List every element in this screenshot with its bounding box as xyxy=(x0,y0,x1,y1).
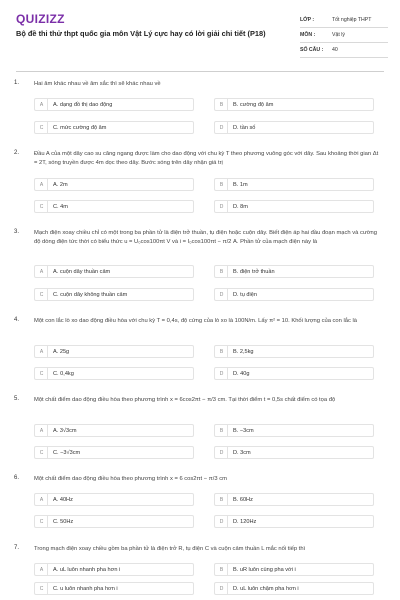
quizizz-logo[interactable]: QUIZIZZ xyxy=(16,12,65,26)
quiz-header xyxy=(0,0,400,70)
option-a[interactable] xyxy=(34,493,194,506)
option-letter: D xyxy=(216,516,228,527)
option-label: A. 25g xyxy=(53,348,70,355)
option-label: D. uL luôn chậm pha hơn i xyxy=(233,585,299,592)
option-letter: D xyxy=(216,289,228,300)
option-letter: B xyxy=(216,494,228,505)
option-d[interactable] xyxy=(214,515,374,528)
option-a[interactable] xyxy=(34,345,194,358)
option-label: A. 2m xyxy=(53,181,68,188)
option-label: D. tần số xyxy=(233,124,256,131)
meta-key-count: SỐ CÂU : xyxy=(300,47,324,53)
option-label: D. 3cm xyxy=(233,449,251,456)
option-c[interactable] xyxy=(34,288,194,301)
option-c[interactable] xyxy=(34,367,194,380)
option-letter: A xyxy=(36,266,48,277)
option-label: B. 1m xyxy=(233,181,248,188)
meta-value-class: Tốt nghiệp THPT xyxy=(332,17,372,23)
question-number: 7. xyxy=(14,545,20,551)
option-letter: A xyxy=(36,425,48,436)
option-b[interactable] xyxy=(214,265,374,278)
header-divider xyxy=(16,71,384,72)
option-label: D. 120Hz xyxy=(233,518,257,525)
option-d[interactable] xyxy=(214,446,374,459)
option-letter: D xyxy=(216,122,228,133)
option-label: C. u luôn nhanh pha hơn i xyxy=(53,585,118,592)
option-letter: A xyxy=(36,99,48,110)
option-letter: C xyxy=(36,368,48,379)
question-text: Một con lắc lò xo dao động điều hòa với chu kỳ T = 0,4s, độ cứng của lò xo là 100N/m. Lấy π² = 10. Khối lượng của con lắc là xyxy=(34,318,358,324)
option-label: C. −3√3cm xyxy=(53,449,81,456)
option-label: B. cường độ âm xyxy=(233,101,274,108)
option-letter: D xyxy=(216,368,228,379)
option-letter: D xyxy=(216,201,228,212)
option-c[interactable] xyxy=(34,121,194,134)
option-letter: B xyxy=(216,179,228,190)
option-label: B. uR luôn cùng pha với i xyxy=(233,566,296,573)
option-letter: C xyxy=(36,583,48,594)
option-b[interactable] xyxy=(214,178,374,191)
option-d[interactable] xyxy=(214,200,374,213)
meta-row-subject xyxy=(300,28,388,43)
option-letter: B xyxy=(216,266,228,277)
option-c[interactable] xyxy=(34,515,194,528)
question-number: 4. xyxy=(14,317,20,323)
option-letter: B xyxy=(216,564,228,575)
option-d[interactable] xyxy=(214,582,374,595)
option-d[interactable] xyxy=(214,288,374,301)
option-d[interactable] xyxy=(214,367,374,380)
question-text: Hai âm khác nhau về âm sắc thì sẽ khác nhau về xyxy=(34,81,161,87)
meta-value-count: 40 xyxy=(332,47,338,53)
option-a[interactable] xyxy=(34,265,194,278)
option-letter: A xyxy=(36,564,48,575)
option-b[interactable] xyxy=(214,563,374,576)
option-c[interactable] xyxy=(34,446,194,459)
option-label: D. 8m xyxy=(233,203,248,210)
option-letter: C xyxy=(36,289,48,300)
option-a[interactable] xyxy=(34,563,194,576)
option-b[interactable] xyxy=(214,345,374,358)
option-label: B. 2,5kg xyxy=(233,348,254,355)
option-label: C. 4m xyxy=(53,203,68,210)
option-label: A. cuộn dây thuần cảm xyxy=(53,268,111,275)
option-label: C. 0,4kg xyxy=(53,370,74,377)
document-title: Bộ đề thi thử thpt quốc gia môn Vật Lý cực hay có lời giải chi tiết (P18) xyxy=(16,29,266,38)
option-label: A. dạng đồ thị dao động xyxy=(53,101,113,108)
option-letter: C xyxy=(36,447,48,458)
option-c[interactable] xyxy=(34,582,194,595)
question-number: 6. xyxy=(14,475,20,481)
option-letter: A xyxy=(36,494,48,505)
option-letter: C xyxy=(36,122,48,133)
option-label: A. uL luôn nhanh pha hơn i xyxy=(53,566,121,573)
question-text: Đầu A của một dây cao su căng ngang được làm cho dao động với chu kỳ T theo phương vuông góc với dây. Sau khoảng thời gian Δt = 2T, sóng truyền được 4m dọc theo dây. Bước sóng trên dây nhận giá trị xyxy=(34,151,379,166)
option-d[interactable] xyxy=(214,121,374,134)
question-text: Mạch điện xoay chiều chỉ có một trong ba phần tử là điện trở thuần, tụ điện hoặc cuộn dây. Biết điện áp hai đầu đoạn mạch và cường độ dòng điện tức thời có biểu thức u = U₀cos100πt V và i = I₀cos100πt − π/2 A. Phần tử của mạch điện này là xyxy=(34,230,377,245)
option-a[interactable] xyxy=(34,98,194,111)
option-letter: C xyxy=(36,516,48,527)
option-label: C. 50Hz xyxy=(53,518,74,525)
option-label: A. 3√3cm xyxy=(53,427,77,434)
option-letter: D xyxy=(216,583,228,594)
question-number: 3. xyxy=(14,229,20,235)
option-label: B. 60Hz xyxy=(233,496,253,503)
option-label: D. 40g xyxy=(233,370,250,377)
question-number: 2. xyxy=(14,150,20,156)
question-number: 1. xyxy=(14,80,20,86)
option-a[interactable] xyxy=(34,424,194,437)
option-letter: B xyxy=(216,425,228,436)
option-b[interactable] xyxy=(214,424,374,437)
option-label: C. mức cường độ âm xyxy=(53,124,107,131)
meta-key-class: LỚP : xyxy=(300,17,315,23)
quiz-meta-table xyxy=(300,13,388,58)
option-letter: B xyxy=(216,99,228,110)
option-label: A. 40Hz xyxy=(53,496,73,503)
meta-row-count xyxy=(300,43,388,58)
option-label: C. cuộn dây không thuần cảm xyxy=(53,291,128,298)
option-a[interactable] xyxy=(34,178,194,191)
option-c[interactable] xyxy=(34,200,194,213)
question-number: 5. xyxy=(14,396,20,402)
option-b[interactable] xyxy=(214,493,374,506)
meta-row-class xyxy=(300,13,388,28)
option-letter: A xyxy=(36,179,48,190)
meta-value-subject: Vật lý xyxy=(332,32,345,38)
option-letter: B xyxy=(216,346,228,357)
question-text: Trong mạch điện xoay chiều gồm ba phần tử là điện trở R, tụ điện C và cuộn cảm thuần L mắc nối tiếp thì xyxy=(34,546,306,552)
option-label: B. −3cm xyxy=(233,427,254,434)
question-text: Một chất điểm dao động điều hòa theo phương trình x = 6 cos2πt − π/3 cm xyxy=(34,476,227,482)
question-text: Một chất điểm dao động điều hòa theo phương trình x = 6cos2πt − π/3 cm. Tại thời điểm t = 0,5s chất điểm có tọa độ xyxy=(34,397,336,403)
option-label: B. điện trở thuần xyxy=(233,268,275,275)
option-letter: D xyxy=(216,447,228,458)
option-letter: A xyxy=(36,346,48,357)
meta-key-subject: MÔN : xyxy=(300,32,316,38)
option-label: D. tụ điện xyxy=(233,291,257,298)
option-letter: C xyxy=(36,201,48,212)
option-b[interactable] xyxy=(214,98,374,111)
